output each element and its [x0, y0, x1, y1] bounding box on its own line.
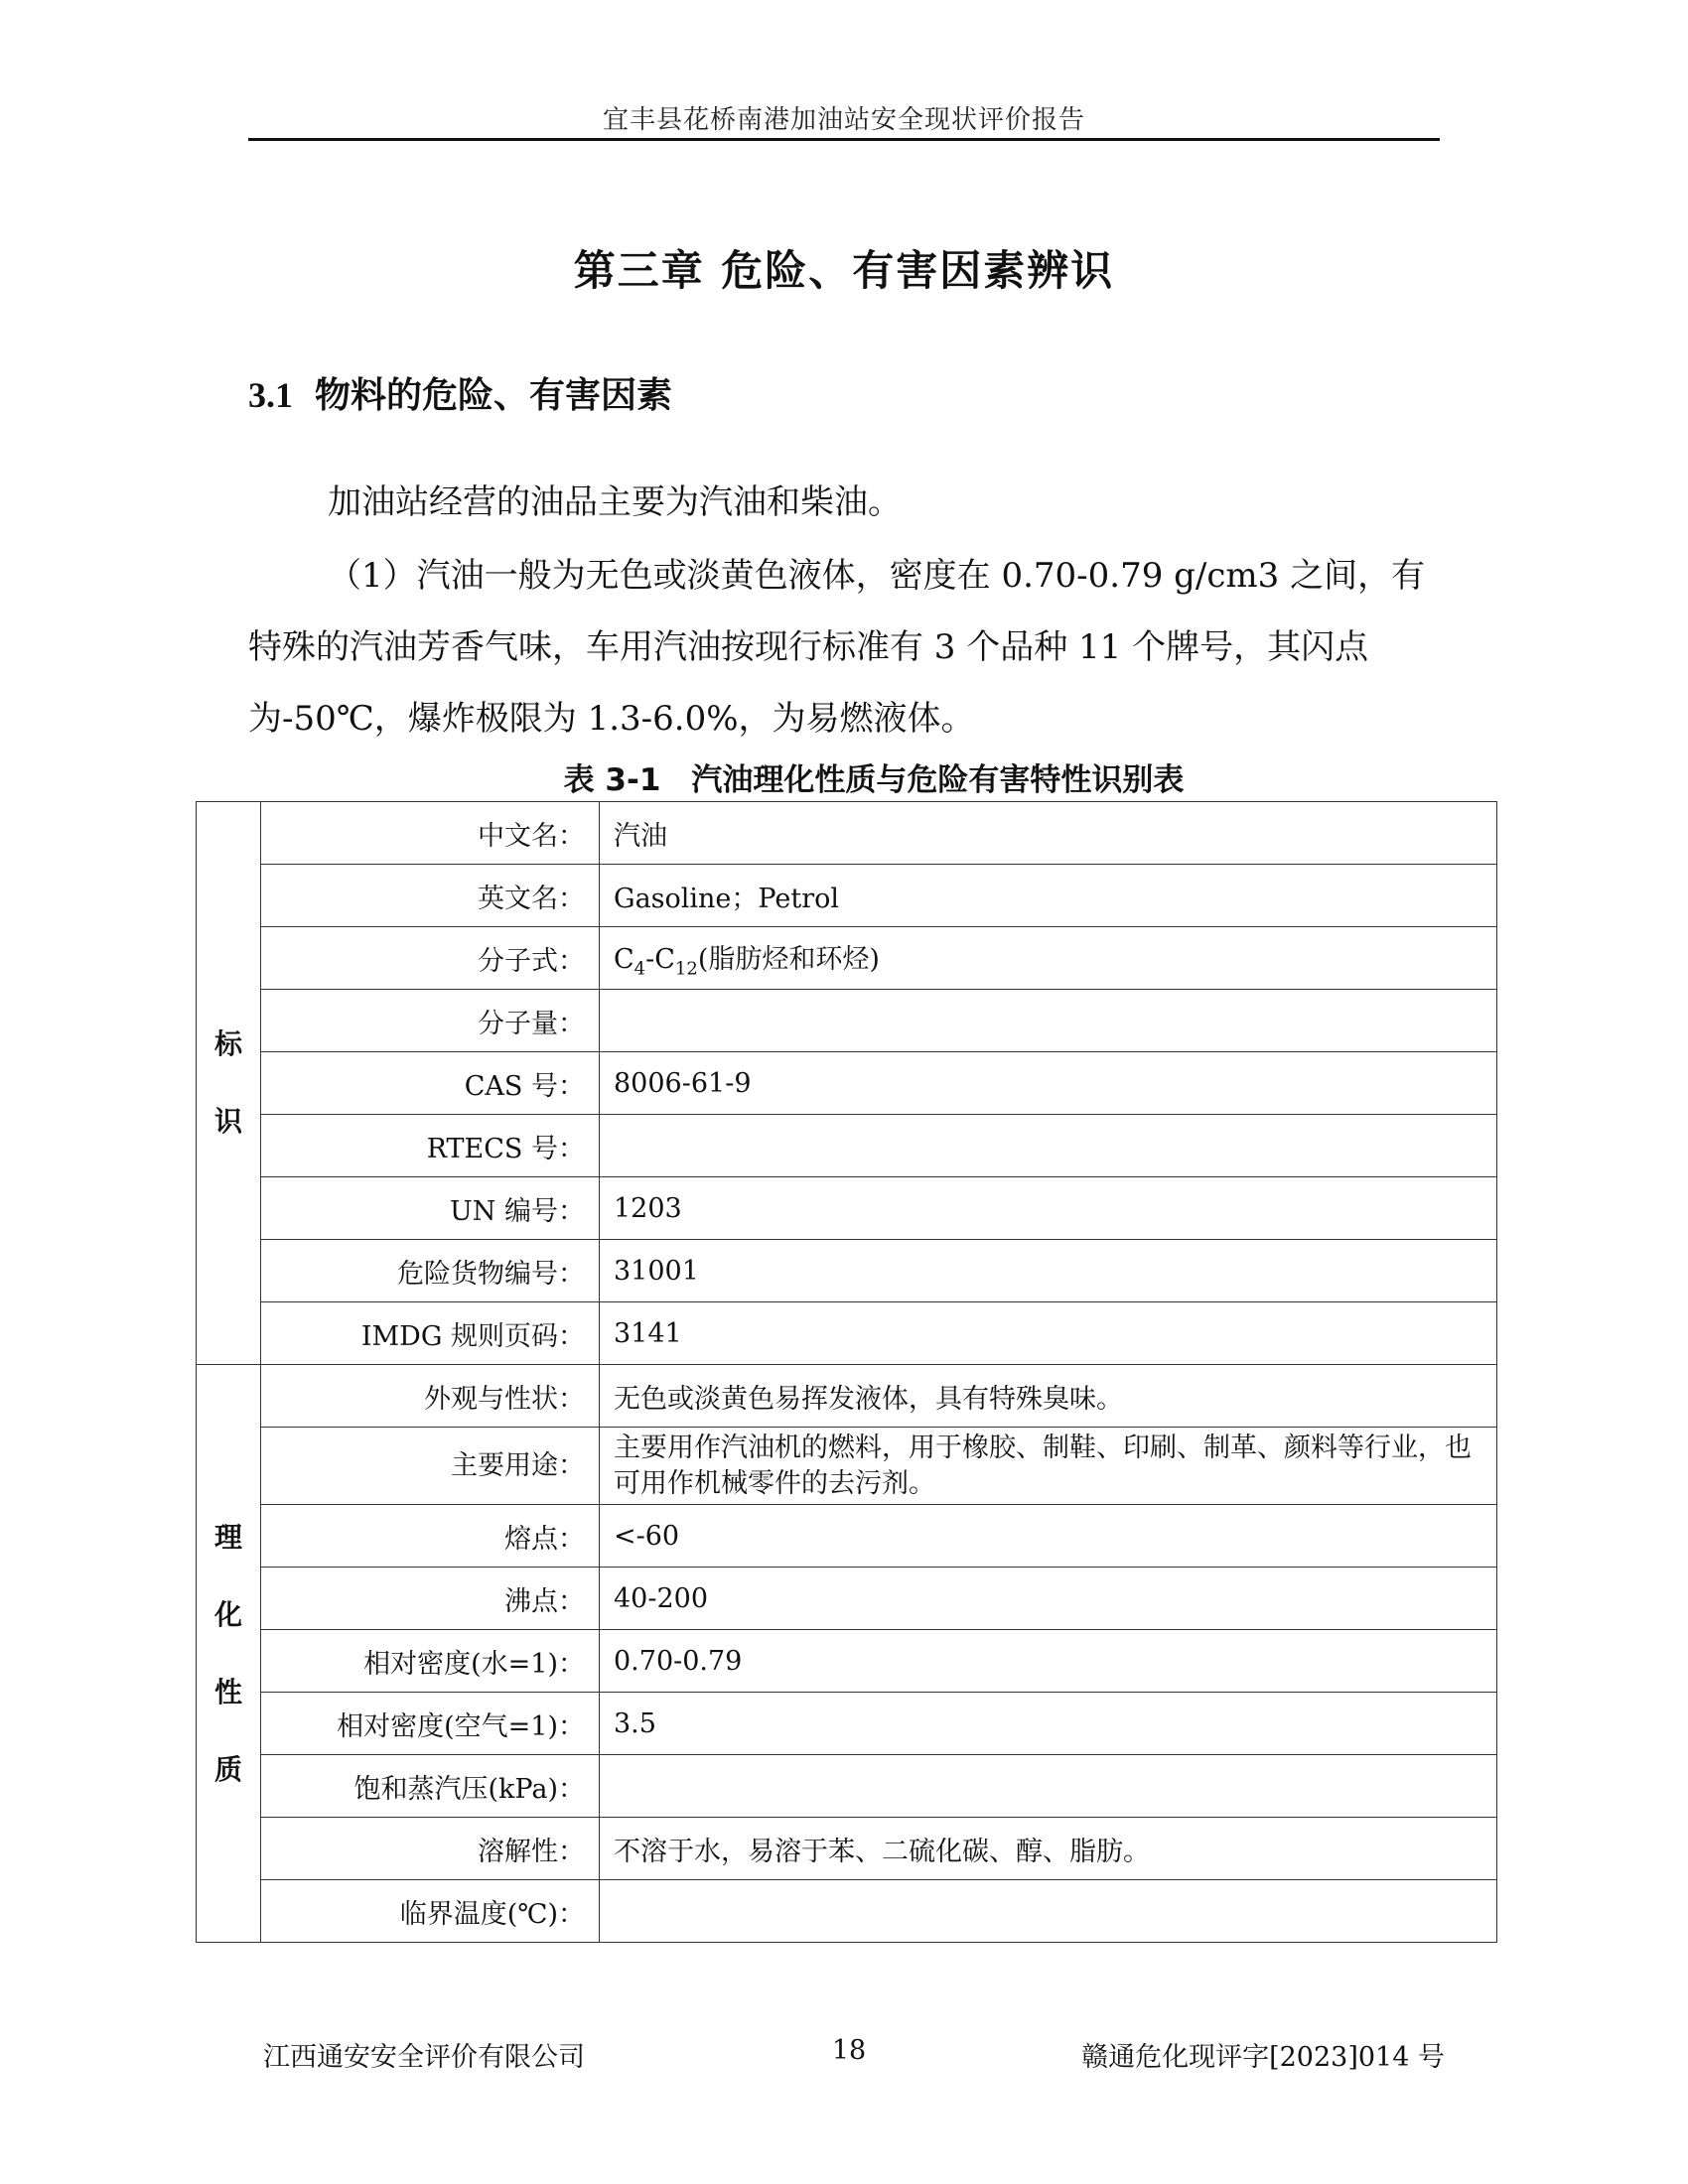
- header-rule: [248, 138, 1440, 141]
- section-number: 3.1: [248, 375, 293, 415]
- row-value: 31001: [600, 1240, 1497, 1302]
- table-row: [197, 1880, 1497, 1943]
- row-label: RTECS 号：: [261, 1115, 600, 1177]
- section-heading: [248, 367, 672, 418]
- formula-subscript: 12: [674, 958, 698, 980]
- row-label: 临界温度(℃)：: [261, 1880, 600, 1943]
- group-label-physchem: [197, 1365, 261, 1943]
- row-value: 1203: [600, 1177, 1497, 1240]
- page-number: 18: [831, 2035, 867, 2066]
- row-label: 熔点：: [261, 1505, 600, 1568]
- running-header: 宜丰县花桥南港加油站安全现状评价报告: [602, 105, 1085, 135]
- table-row: [197, 1755, 1497, 1818]
- row-label: 沸点：: [261, 1568, 600, 1630]
- row-label: 分子式：: [261, 927, 600, 990]
- table-row: [197, 1630, 1497, 1693]
- row-label: CAS 号：: [261, 1052, 600, 1115]
- formula-part: C: [614, 943, 634, 975]
- row-label: 饱和蒸汽压(kPa)：: [261, 1755, 600, 1818]
- row-value: 不溶于水，易溶于苯、二硫化碳、醇、脂肪。: [600, 1818, 1497, 1880]
- row-label: 溶解性：: [261, 1818, 600, 1880]
- row-label: 主要用途：: [261, 1428, 600, 1505]
- table-row: [197, 1240, 1497, 1302]
- table-row: [197, 1505, 1497, 1568]
- row-value: 主要用作汽油机的燃料，用于橡胶、制鞋、印刷、制革、颜料等行业，也可用作机械零件的去污剂。: [600, 1428, 1497, 1505]
- row-label: 英文名：: [261, 865, 600, 927]
- table-row: [197, 1568, 1497, 1630]
- group-label-char: 理: [213, 1520, 242, 1554]
- row-value: [600, 1755, 1497, 1818]
- row-value: 汽油: [600, 802, 1497, 865]
- row-label: 相对密度(水=1)：: [261, 1630, 600, 1693]
- row-value: 3.5: [600, 1693, 1497, 1755]
- footer-doc-code: 赣通危化现评字[2023]014 号: [1081, 2042, 1445, 2073]
- paragraph-intro: 加油站经营的油品主要为汽油和柴油。: [328, 482, 902, 522]
- gasoline-properties-table: [196, 801, 1497, 1943]
- row-label: 相对密度(空气=1)：: [261, 1693, 600, 1755]
- table-row: [197, 1115, 1497, 1177]
- row-value: 8006-61-9: [600, 1052, 1497, 1115]
- table-row: [197, 865, 1497, 927]
- group-label-char: 性: [213, 1675, 242, 1708]
- group-label-identification: [197, 802, 261, 1365]
- row-value: 40-200: [600, 1568, 1497, 1630]
- row-value: [600, 1115, 1497, 1177]
- row-label: UN 编号：: [261, 1177, 600, 1240]
- paragraph-gasoline: （1）汽油一般为无色或淡黄色液体，密度在 0.70-0.79 g/cm3 之间，有特殊的汽油芳香气味，车用汽油按现行标准有 3 个品种 11 个牌号，其闪点为-50℃，爆炸极限为 1.3-6.0%，为易燃液体。: [248, 556, 1426, 739]
- row-label: 危险货物编号：: [261, 1240, 600, 1302]
- group-label-char: 识: [213, 1105, 242, 1138]
- row-value: 3141: [600, 1302, 1497, 1365]
- formula-subscript: 4: [633, 958, 646, 980]
- group-label-char: 质: [213, 1752, 242, 1786]
- row-label: 分子量：: [261, 990, 600, 1052]
- row-value: 0.70-0.79: [600, 1630, 1497, 1693]
- table-row: [197, 1693, 1497, 1755]
- table-row: [197, 1428, 1497, 1505]
- section-title: 物料的危险、有害因素: [315, 375, 673, 416]
- row-value: [600, 990, 1497, 1052]
- table-row: [197, 1177, 1497, 1240]
- row-value: 无色或淡黄色易挥发液体，具有特殊臭味。: [600, 1365, 1497, 1428]
- footer-company: 江西通安安全评价有限公司: [263, 2042, 585, 2073]
- row-value: <-60: [600, 1505, 1497, 1568]
- table-caption: 表 3-1 汽油理化性质与危险有害特性识别表: [563, 762, 1185, 798]
- chapter-title: 第三章 危险、有害因素辨识: [573, 246, 1115, 295]
- row-value: [600, 1880, 1497, 1943]
- table-row: [197, 1302, 1497, 1365]
- row-value: Gasoline；Petrol: [600, 865, 1497, 927]
- group-label-char: 标: [213, 1027, 242, 1060]
- table-row: [197, 990, 1497, 1052]
- row-value-formula: [600, 927, 1497, 990]
- group-label-char: 化: [213, 1597, 242, 1631]
- formula-part: -C: [645, 943, 675, 975]
- table-row: [197, 927, 1497, 990]
- table-row: [197, 802, 1497, 865]
- table-row: [197, 1818, 1497, 1880]
- table-row: [197, 1365, 1497, 1428]
- formula-part: (脂肪烃和环烃): [697, 943, 880, 975]
- row-label: 中文名：: [261, 802, 600, 865]
- row-label: 外观与性状：: [261, 1365, 600, 1428]
- table-row: [197, 1052, 1497, 1115]
- row-label: IMDG 规则页码：: [261, 1302, 600, 1365]
